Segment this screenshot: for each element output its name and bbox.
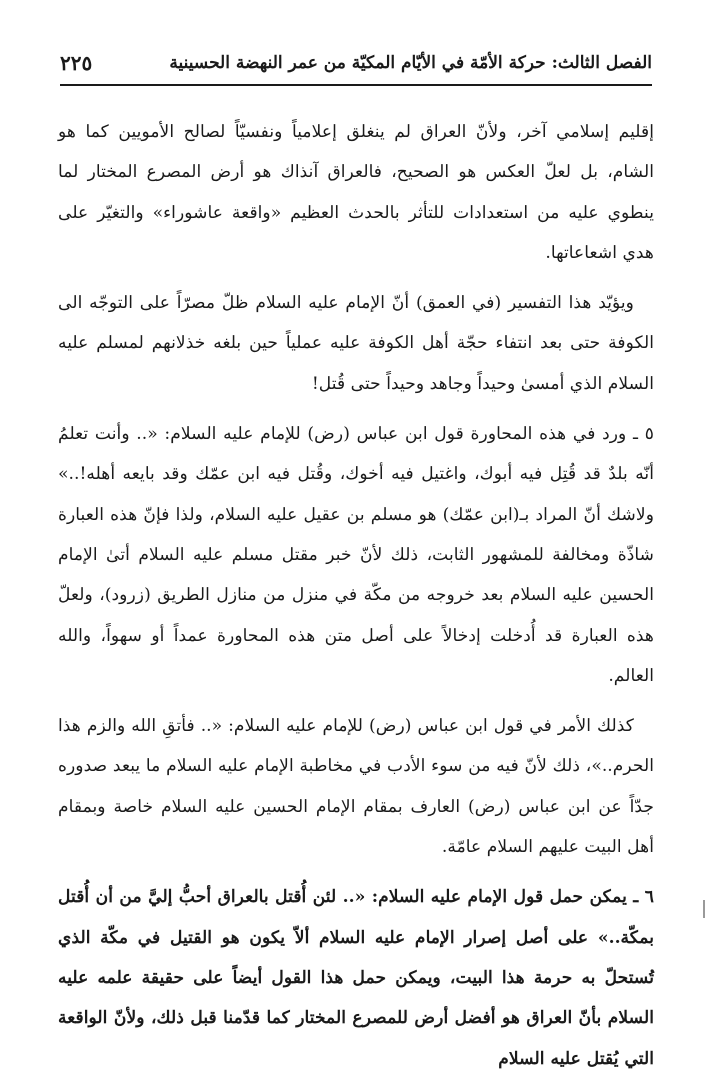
- chapter-title: الفصل الثالث: حركة الأمّة في الأيّام المكيّة من عمر النهضة الحسينية: [169, 53, 652, 73]
- running-header: [60, 42, 652, 86]
- paragraph-4: كذلك الأمر في قول ابن عباس (رض) للإمام عليه السلام: «.. فأتقِ الله والزم هذا الحرم..»، ذلك لأنّ فيه من سوء الأدب في مخاطبة الإمام عليه السلام ما يبعد صدوره جدّاً عن ابن عباس (رض) العارف بمقام الإمام الحسين عليه السلام خاصة وبمقام أهل البيت عليهم السلام عامّة.: [58, 716, 654, 858]
- page-number: ٢٢٥: [60, 51, 93, 75]
- paragraph-3: ٥ ـ ورد في هذه المحاورة قول ابن عباس (رض) للإمام عليه السلام: «.. وأنت تعلمُ أنّه بلدٌ قد قُتِل فيه أبوك، واغتيل فيه أخوك، وقُتل فيه ابن عمّك وقد بايعه أهله!..» ولاشك أنّ المراد بـ(ابن عمّك) هو مسلم بن عقيل عليه السلام، ولذا فإنّ هذه العبارة شاذّة ومخالفة للمشهور الثابت، ذلك لأنّ خبر مقتل مسلم عليه السلام أتىٰ الإمام الحسين عليه السلام بعد خروجه من مكّة في منزل من منازل الطريق (زرود)، ولعلّ هذه العبارة قد أُدخلت إدخالاً على أصل متن هذه المحاورة عمداً أو سهواً، والله العالم.: [58, 424, 654, 686]
- margin-mark: [703, 900, 705, 918]
- paragraph-5: ٦ ـ يمكن حمل قول الإمام عليه السلام: «.. لئن أُقتل بالعراق أحبُّ إليَّ من أن أُقتل بمكّة..» على أصل إصرار الإمام عليه السلام ألاّ يكون هو القتيل في مكّة الذي تُستحلّ به حرمة هذا البيت، ويمكن حمل هذا القول أيضاً على حقيقة علمه عليه السلام بأنّ العراق هو أفضل أرض للمصرع المختار كما قدّمنا قبل ذلك، ولأنّ الواقعة التي يُقتل عليه السلام: [58, 887, 654, 1069]
- body-text: [58, 112, 654, 1089]
- paragraph-2: ويؤيّد هذا التفسير (في العمق) أنّ الإمام عليه السلام ظلّ مصرّاً على التوجّه الى الكوفة حتى بعد انتفاء حجّة أهل الكوفة عليه عملياً حين بلغه خذلانهم لمسلم عليه السلام الذي أمسىٰ وحيداً وجاهد وحيداً حتى قُتل!: [58, 293, 654, 394]
- paragraph-1: إقليم إسلامي آخر، ولأنّ العراق لم ينغلق إعلامياً ونفسيّاً لصالح الأمويين كما هو الشام، بل لعلّ العكس هو الصحيح، فالعراق آنذاك هو أرض المصرع المختار لما ينطوي عليه من استعدادات للتأثر بالحدث العظيم «واقعة عاشوراء» والتغيّر على هدي اشعاعاتها.: [58, 122, 654, 263]
